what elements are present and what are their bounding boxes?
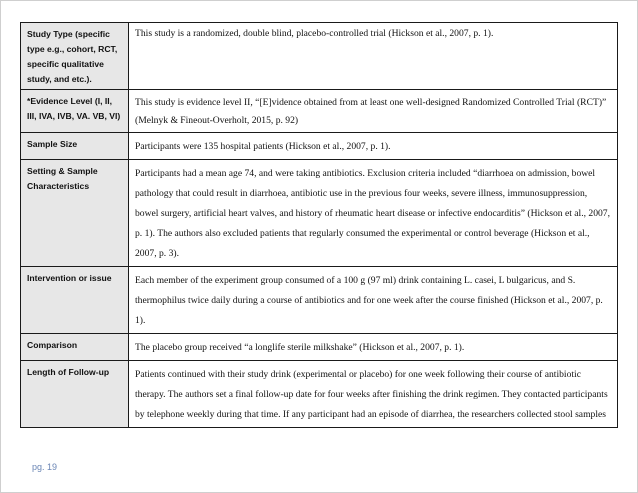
row-label-study-type: Study Type (specific type e.g., cohort, RCT, specific qualitative study, and etc.). [21, 23, 129, 90]
row-value-comparison: The placebo group received “a longlife sterile milkshake” (Hickson et al., 2007, p. 1). [129, 334, 618, 361]
table-row-setting-sample [21, 160, 618, 267]
table-row-follow-up [21, 361, 618, 428]
table-row-study-type [21, 23, 618, 90]
row-value-evidence-level [129, 90, 618, 133]
evidence-level-line-1: This study is evidence level II, “[E]vidence obtained from at least one well-designed Randomized Controlled Trial (RCT)” [135, 97, 607, 108]
table-row-intervention [21, 267, 618, 334]
table-row-evidence-level [21, 90, 618, 133]
row-value-sample-size: Participants were 135 hospital patients (Hickson et al., 2007, p. 1). [129, 133, 618, 160]
table-row-sample-size [21, 133, 618, 160]
row-value-follow-up: Patients continued with their study drink (experimental or placebo) for one week following their course of antibiotic therapy. The authors set a final follow-up date for four weeks after finishing the drink regimen. They contacted participants by telephone weekly during that time. If any participant had an episode of diarrhea, the researchers collected stool samples [129, 361, 618, 428]
page-number: pg. 19 [32, 462, 58, 472]
row-label-intervention: Intervention or issue [21, 267, 129, 334]
row-label-setting-sample: Setting & Sample Characteristics [21, 160, 129, 267]
row-label-sample-size: Sample Size [21, 133, 129, 160]
row-label-evidence-level: *Evidence Level (I, II, III, IVA, IVB, VA. VB, VI) [21, 90, 129, 133]
row-value-setting-sample: Participants had a mean age 74, and were taking antibiotics. Exclusion criteria included “diarrhoea on admission, bowel pathology that could result in diarrhoea, antibiotic use in the previous four weeks, severe illness, immunosuppression, bowel surgery, artificial heart valves, and history of rheumatic heart disease or infective endocarditis” (Hickson et al., 2007, p. 1). The authors also excluded patients that regularly consumed the experimental or control beverage (Hickson et al., 2007, p. 3). [129, 160, 618, 267]
evidence-table [20, 22, 618, 428]
row-value-intervention: Each member of the experiment group consumed of a 100 g (97 ml) drink containing L. casei, L bulgaricus, and S. thermophilus twice daily during a course of antibiotics and for one week after the course finished (Hickson et al., 2007, p. 1). [129, 267, 618, 334]
row-label-comparison: Comparison [21, 334, 129, 361]
table-row-comparison [21, 334, 618, 361]
evidence-level-line-2: (Melnyk & Fineout-Overholt, 2015, p. 92) [135, 115, 299, 126]
row-label-follow-up: Length of Follow-up [21, 361, 129, 428]
row-value-study-type: This study is a randomized, double blind, placebo-controlled trial (Hickson et al., 2007, p. 1). [129, 23, 618, 90]
